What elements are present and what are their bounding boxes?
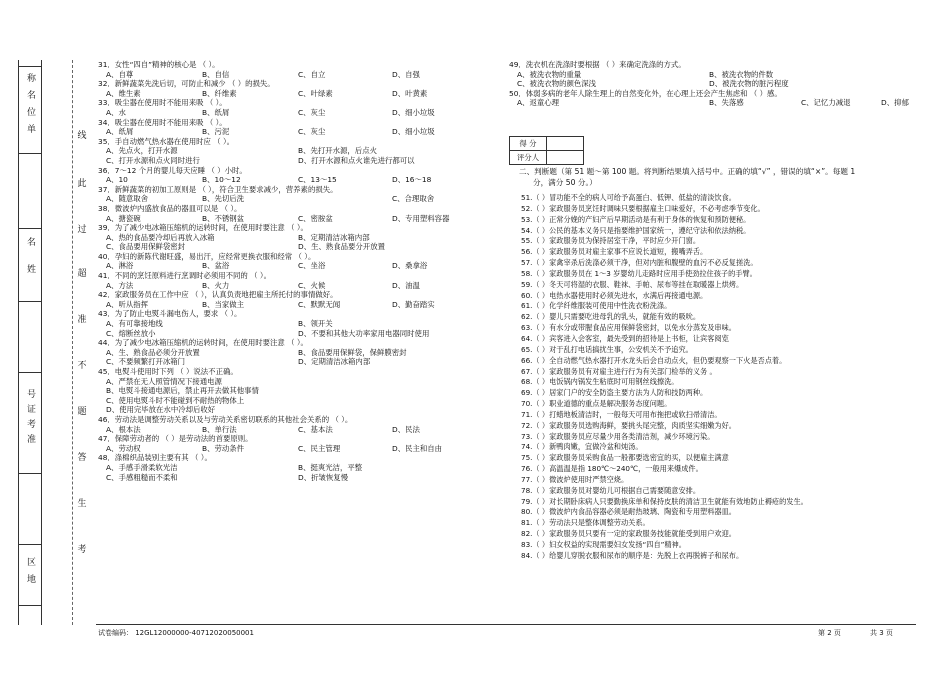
answer-option[interactable]: C、手感粗糙而不柔和 <box>106 472 178 482</box>
judgment-item[interactable]: 53.（ ）正常分娩的产妇产后早期活动是有利于身体的恢复和预防便秘。 <box>521 214 751 224</box>
question-stem: 49．洗衣机在洗涤时要根据 （ ）来确定洗涤的方式。 <box>509 60 686 69</box>
judgment-item[interactable]: 72.（ ）家政服务员选购海鲜，要挑头尾完整，肉质坚实细嫩为好。 <box>521 420 736 430</box>
answer-option[interactable]: B、当家做主 <box>202 299 245 309</box>
seal-char: 生 <box>77 499 87 509</box>
answer-option[interactable]: A、淋浴 <box>106 261 134 271</box>
binding-label-text: 号证考准 <box>25 389 35 449</box>
judgment-item[interactable]: 80.（ ）微波炉内食品容器必须是耐热玻璃、陶瓷和专用塑料器皿。 <box>521 507 736 517</box>
answer-option[interactable]: A、返童心理 <box>517 98 560 108</box>
answer-option[interactable]: A、严禁在无人照管情况下接通电源 <box>106 376 222 386</box>
answer-option[interactable]: A、听从指挥 <box>106 299 149 309</box>
answer-option[interactable]: B、盆浴 <box>202 261 230 271</box>
question-stem: 34．吸尘器在使用时不能用来吸 （ ）。 <box>98 117 227 127</box>
answer-option[interactable]: D、生、熟食品要分开放置 <box>298 242 385 252</box>
seal-char: 考 <box>77 545 87 555</box>
seal-char: 超 <box>77 269 87 279</box>
seal-char: 题 <box>77 407 87 417</box>
left-question-column <box>98 60 458 482</box>
judgment-item[interactable]: 58.（ ）家政服务员在 1～3 岁婴幼儿走路时应用手使劲拉住孩子的手臂。 <box>521 268 757 278</box>
answer-option[interactable]: B、先打开水源，后点火 <box>298 146 377 156</box>
answer-option[interactable]: C、灰尘 <box>298 107 326 117</box>
question-stem: 47．保障劳动者的 （ ）是劳动法的首要原则。 <box>98 434 253 444</box>
question-stem: 46．劳动法是调整劳动关系以及与劳动关系密切联系的其他社会关系的 （ ）。 <box>98 414 353 424</box>
judgment-item[interactable]: 54.（ ）公民的基本义务只是指要维护国家统一，遵纪守法和依法纳税。 <box>521 225 751 235</box>
judgment-item[interactable]: 56.（ ）家政服务员对雇主家事不应说长道短，搬嘴弄舌。 <box>521 247 708 257</box>
answer-option[interactable]: B、食品要用保鲜袋，保鲜膜密封 <box>298 347 407 357</box>
answer-option[interactable]: C、食品要用保鲜袋密封 <box>106 242 186 252</box>
question-stem: 37．新鲜蔬菜的初加工原则是 （ ），符合卫生要求减少，营养素的损失。 <box>98 184 338 194</box>
answer-option[interactable]: D、细小垃圾 <box>392 127 435 137</box>
judgment-item[interactable]: 55.（ ）家政服务员为保持居室干净，平时应少开门窗。 <box>521 236 701 246</box>
answer-option[interactable]: B、挺爽光洁，平整 <box>298 462 363 472</box>
answer-option[interactable]: C、默默无闻 <box>298 299 341 309</box>
answer-option[interactable]: D、民法 <box>392 424 420 434</box>
score-table <box>509 136 584 165</box>
answer-option[interactable]: D、折皱恢复慢 <box>298 472 349 482</box>
question-stem: 45．电熨斗使用时下列 （ ）说法不正确。 <box>98 367 238 376</box>
answer-option[interactable]: A、10 <box>106 175 128 185</box>
question-stem: 48．涤棉织品装别主要有其 （ ）。 <box>98 453 212 463</box>
answer-option[interactable]: D、勤奋踏实 <box>392 299 435 309</box>
answer-option[interactable]: C、灰尘 <box>298 127 326 137</box>
answer-option[interactable]: A、根本法 <box>106 424 141 434</box>
answer-option[interactable]: D、专用塑料容器 <box>392 213 450 223</box>
binding-unit-name <box>19 66 41 154</box>
section-heading <box>519 167 909 188</box>
answer-option[interactable]: C、叶绿素 <box>298 88 333 98</box>
judgment-item[interactable]: 64.（ ）宾客进入会客室，最先受到的招待是上书柜，让宾客阅览 <box>521 333 729 343</box>
answer-option[interactable]: B、电熨斗接通电源后，禁止再开去做其他事情 <box>106 386 259 396</box>
answer-option[interactable]: B、单行法 <box>202 424 237 434</box>
answer-option[interactable]: C、记忆力减退 <box>801 98 851 108</box>
answer-option[interactable]: D、细小垃圾 <box>392 107 435 117</box>
judgment-item[interactable]: 84.（ ）给婴儿穿脱衣服和尿布的顺序是：先脱上衣再脱裤子和尿布。 <box>521 550 744 560</box>
binding-region <box>19 544 41 606</box>
answer-option[interactable]: C、基本法 <box>298 424 333 434</box>
question-stem: 50．体弱多病的老年人除生理上的自然变化外，在心理上还会产生焦虑和 （ ）感。 <box>509 88 782 98</box>
binding-label-text: 称名位单 <box>25 73 35 141</box>
answer-option[interactable]: A、方法 <box>106 280 134 290</box>
score-label: 得 分 <box>510 137 547 151</box>
answer-option[interactable]: A、劳动权 <box>106 443 141 453</box>
answer-option[interactable]: A、热的食品要冷却后再放入冰箱 <box>106 232 215 242</box>
question-stem: 43．为了防止电熨斗漏电伤人，要求 （ ）。 <box>98 309 242 319</box>
seal-char: 准 <box>77 315 87 325</box>
judgment-item[interactable]: 70.（ ）职业道德的重点是解决服务态度问题。 <box>521 399 672 409</box>
answer-option[interactable]: B、被洗衣物的件数 <box>709 69 774 79</box>
answer-option[interactable]: D、被洗衣物的脏污程度 <box>709 79 789 89</box>
answer-option[interactable]: A、维生素 <box>106 88 141 98</box>
answer-option[interactable]: C、火候 <box>298 280 326 290</box>
question-stem: 41．不同的烹饪原料进行烹调时必须用不同的 （ ）。 <box>98 271 271 281</box>
footer-total-pages: 共 3 页 <box>870 629 893 637</box>
answer-option[interactable]: A、生、熟食品必须分开放置 <box>106 347 200 357</box>
judgment-item[interactable]: 83.（ ）妇女权益的实现需要妇女发扬“四自”精神。 <box>521 540 686 549</box>
grader-label: 评分人 <box>510 151 547 165</box>
score-cell[interactable] <box>547 137 584 151</box>
answer-option[interactable]: D、定期清洁冰箱内部 <box>298 357 371 367</box>
answer-option[interactable]: C、打开水源和点火同时进行 <box>106 155 200 165</box>
seal-char: 不 <box>77 361 87 371</box>
judgment-item[interactable]: 57.（ ）家禽宰杀后洗涤必须干净，但对内脏和腹壁的血污不必反复搓洗。 <box>521 258 758 268</box>
answer-option[interactable]: B、污泥 <box>202 127 230 137</box>
judgment-item[interactable]: 74.（ ）新鸭肉嫩，宜做冷盆和炖汤。 <box>521 442 643 452</box>
answer-option[interactable]: B、10～12 <box>202 175 241 185</box>
answer-option[interactable]: B、不锈钢盆 <box>202 213 245 223</box>
answer-option[interactable]: C、13～15 <box>298 175 337 185</box>
question-stem: 38．微波炉内盛放食品的器皿可以是 （ ）。 <box>98 203 242 213</box>
judgment-item[interactable]: 75.（ ）家政服务员采购食品一般都要选密宜的买，以便雇主满意 <box>521 453 729 463</box>
judgment-item[interactable]: 81.（ ）劳动法只是整体调整劳动关系。 <box>521 518 650 528</box>
answer-option[interactable]: D、16～18 <box>392 175 432 185</box>
judgment-item[interactable]: 65.（ ）对于乱打电话搞扰生事，公安机关不予追究。 <box>521 344 693 354</box>
footer-exam-code: 试卷编码： 12GL12000000-40712020050001 <box>98 629 254 637</box>
answer-option[interactable]: C、合理取舍 <box>392 194 435 204</box>
answer-option[interactable]: D、油温 <box>392 280 420 290</box>
answer-option[interactable]: D、桑拿浴 <box>392 261 428 271</box>
judgment-item[interactable]: 77.（ ）微波炉使用时严禁空烧。 <box>521 474 629 484</box>
judgment-item[interactable]: 52.（ ）家政服务员烹饪时调味只要根据雇主口味爱好，不必考虑季节变化。 <box>521 203 765 213</box>
answer-option[interactable]: B、领开关 <box>298 319 333 329</box>
answer-option[interactable]: A、先点火，打开水源 <box>106 146 178 156</box>
judgment-item[interactable]: 67.（ ）家政服务员有对雇主进行行为有关部门检举的义务 。 <box>521 366 717 376</box>
seal-char: 线 <box>77 131 87 141</box>
section-heading-line1: 二、判断题（第 51 题～第 100 题。将判断结果填入括号中。正确的填“√” ，错误的填“×”。每题 1 <box>519 167 856 176</box>
judgment-item[interactable]: 62.（ ）婴儿只需要吃进母乳的乳头，就能有效的吸吮。 <box>521 312 701 322</box>
binding-border-right <box>41 60 42 625</box>
right-question-column <box>509 60 909 108</box>
answer-option[interactable]: B、火力 <box>202 280 230 290</box>
judgment-item[interactable]: 69.（ ）居家门户的安全防盗主要方法为人防和技防两种。 <box>521 388 708 398</box>
binding-label-text: 名姓 <box>25 237 35 291</box>
answer-option[interactable]: B、失落感 <box>709 98 744 108</box>
answer-option[interactable]: D、抑郁 <box>881 98 909 108</box>
binding-name <box>19 228 41 302</box>
answer-option[interactable]: C、密胺盆 <box>298 213 333 223</box>
answer-option[interactable]: C、使用电熨斗时不能碰到不耐热的物体上 <box>106 395 245 405</box>
answer-option[interactable]: A、纸屑 <box>106 127 134 137</box>
seal-char: 此 <box>77 179 87 189</box>
answer-option[interactable]: B、定期清洁冰箱内部 <box>298 232 370 242</box>
section-heading-line2: 分，满分 50 分。） <box>533 177 597 187</box>
judgment-item[interactable]: 71.（ ）打蜡地板清洁时，一般每天可用布拖把或软扫帚清洁。 <box>521 409 722 419</box>
question-stem: 40．孕妇的新陈代谢旺盛，易出汗，应经常更换衣服和经常 （ ）。 <box>98 251 316 261</box>
judgment-list <box>521 193 911 562</box>
question-stem: 32．新鲜蔬菜先洗后切，可防止和减少 （ ）的损失。 <box>98 79 275 89</box>
question-stem: 33．吸尘器在使用时不能用来吸 （ ）。 <box>98 98 227 108</box>
answer-option[interactable]: B、纸屑 <box>202 107 230 117</box>
answer-option[interactable]: A、被洗衣物的重量 <box>517 69 582 79</box>
answer-option[interactable]: C、自立 <box>298 69 326 79</box>
seal-char: 答 <box>77 453 87 463</box>
binding-exam-number <box>19 372 41 474</box>
question-stem: 39．为了减少电冰箱压缩机的运转时间，在使用时要注意 （ ）。 <box>98 223 308 233</box>
answer-option[interactable]: C、熔断丝放小 <box>106 328 156 338</box>
question-stem: 42．家政服务员在工作中应 （ ），认真负责地把雇主所托付的事情做好。 <box>98 290 338 300</box>
answer-option[interactable]: C、被洗衣物的颜色深浅 <box>517 79 597 89</box>
answer-option[interactable]: D、自强 <box>392 69 420 79</box>
binding-label-text: 区地 <box>25 557 35 591</box>
question-stem: 31．女性“四自”精神的核心是 （ ）。 <box>98 60 220 69</box>
question-stem: 44．为了减少电冰箱压缩机的运转时间，在使用时要注意 （ ）。 <box>98 338 308 348</box>
answer-option[interactable]: A、搪瓷碗 <box>106 213 141 223</box>
answer-option[interactable]: A、自尊 <box>106 69 134 79</box>
answer-option[interactable]: D、叶黄素 <box>392 88 428 98</box>
answer-option[interactable]: A、随意取舍 <box>106 194 149 204</box>
answer-option[interactable]: A、有可靠接地线 <box>106 319 163 329</box>
answer-option[interactable]: A、水 <box>106 107 126 117</box>
judgment-item[interactable]: 51.（ ）冒功能不全的病人可给予高蛋白、低钾、低盐的清淡饮食。 <box>521 193 736 202</box>
seal-dashed-line <box>72 60 73 625</box>
judgment-item[interactable]: 66.（ ）全自动燃气热水器打开水龙头后会自动点火，但仍要观察一下火是否点着。 <box>521 355 787 365</box>
footer-divider <box>96 624 916 625</box>
answer-option[interactable]: C、坐浴 <box>298 261 326 271</box>
answer-option[interactable]: B、纤维素 <box>202 88 237 98</box>
seal-char: 过 <box>77 225 87 235</box>
judgment-item[interactable]: 78.（ ）家政服务员对婴幼儿可根据自己需要随意安排。 <box>521 485 701 495</box>
answer-option[interactable]: C、不要频繁打开冰箱门 <box>106 357 186 367</box>
answer-option[interactable]: D、打开水源和点火谁先进行都可以 <box>298 155 415 165</box>
answer-option[interactable]: A、手感手滑柔软光洁 <box>106 462 178 472</box>
footer-page-number: 第 2 页 <box>818 629 841 637</box>
grader-cell[interactable] <box>547 151 584 165</box>
question-stem: 36．7～12 个月的婴儿每天应睡 （ ）小时。 <box>98 165 247 175</box>
question-stem: 35．手自动燃气热水器在使用时应 （ ）。 <box>98 136 235 146</box>
answer-option[interactable]: D、使用完毕放在水中冷却后收好 <box>106 405 216 415</box>
judgment-item[interactable]: 60.（ ）电热水器使用时必须先进水，水满后再接通电源。 <box>521 290 708 300</box>
judgment-item[interactable]: 79.（ ）对长期卧床病人只要勤换床单和保持皮肤的清洁卫生就能有效地防止褥疮的发生。 <box>521 496 808 506</box>
answer-option[interactable]: B、自信 <box>202 69 230 79</box>
answer-option[interactable]: D、民主和自由 <box>392 443 443 453</box>
judgment-item[interactable]: 76.（ ）高温温是指 180℃～240℃，一般用来爆成件。 <box>521 464 703 474</box>
answer-option[interactable]: C、民主管理 <box>298 443 341 453</box>
answer-option[interactable]: B、先切后洗 <box>202 194 245 204</box>
answer-option[interactable]: B、劳动条件 <box>202 443 245 453</box>
judgment-item[interactable]: 68.（ ）电饭锅内锅发生粘底时可用钢丝线擦洗。 <box>521 377 679 387</box>
judgment-item[interactable]: 61.（ ）化学纤维服装可使用中性洗衣粉洗涤。 <box>521 301 672 311</box>
judgment-item[interactable]: 59.（ ）冬天可将湿的衣服、鞋袜、手帕、尿布等挂在取暖器上烘烤。 <box>521 279 744 289</box>
judgment-item[interactable]: 82.（ ）家政服务员只要有一定的家政服务技能就能受到用户欢迎。 <box>521 529 736 539</box>
answer-option[interactable]: D、不要和其他大功率家用电器同时使用 <box>298 328 430 338</box>
judgment-item[interactable]: 63.（ ）有水分或带腥食品应用保鲜袋密封，以免水分蒸发及串味。 <box>521 323 736 333</box>
judgment-item[interactable]: 73.（ ）家政服务员应尽量少用各类清洁剂，减少环境污染。 <box>521 431 715 441</box>
